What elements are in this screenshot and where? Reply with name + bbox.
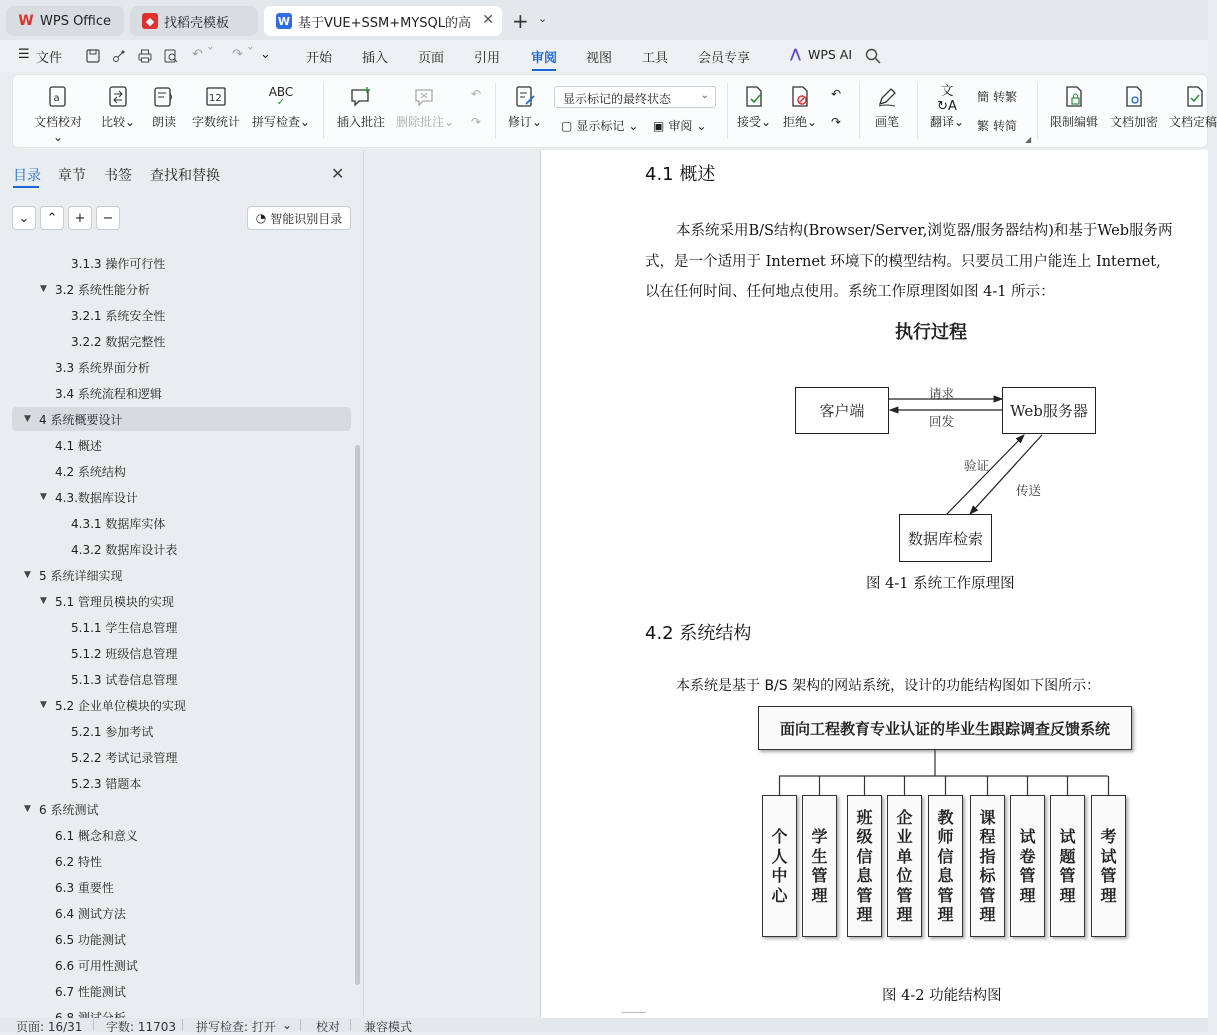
paragraph-line: 本系统采用B/S结构(Browser/Server,浏览器/服务器结构)和基于Web服务两 (676, 223, 1173, 239)
expand-arrow-icon[interactable]: ▼ (24, 414, 31, 424)
proofread-label: 文档校对 (33, 115, 82, 129)
paragraph-line: 式，是一个适用于 Internet 环境下的模型结构。只要员工用户能连上 Internet, (645, 254, 1161, 270)
module-char: 生 (811, 846, 828, 866)
chevron-up-icon: ⌃ (46, 210, 58, 226)
module-char: 息 (937, 866, 954, 885)
module-char: 人 (771, 846, 788, 866)
toc-item[interactable] (12, 745, 351, 769)
module-char: 程 (979, 827, 996, 846)
tab-wps-office[interactable] (6, 6, 124, 36)
ribbon-divider (917, 83, 918, 139)
proof-status[interactable]: 校对 (316, 1020, 341, 1034)
dropdown-arrow-icon: ⌄ (52, 130, 64, 144)
insert-comment-button[interactable] (335, 85, 387, 130)
toc-item-label: 3.3 系统界面分析 (55, 360, 150, 375)
word-doc-icon: W (277, 14, 291, 28)
encrypt-label: 文档加密 (1109, 115, 1158, 129)
spell-check-button[interactable] (251, 85, 311, 130)
module-char: 级 (856, 827, 873, 846)
spell-check-label: 拼写检查 (251, 115, 300, 129)
lock-document-icon (1062, 85, 1086, 109)
active-menu-indicator (532, 69, 556, 71)
toc-item-label: 6.5 功能测试 (55, 932, 126, 947)
module-char: 管 (1019, 866, 1036, 885)
smart-icon: ◔ (255, 211, 267, 225)
dropdown-arrow-icon: ⌄ (628, 118, 639, 133)
ribbon-divider (727, 83, 728, 139)
menu-membership[interactable]: 会员专享 (698, 51, 751, 66)
new-tab-icon[interactable]: + (512, 9, 529, 33)
page-corner-mark (622, 1012, 646, 1013)
tab-document[interactable] (264, 6, 502, 36)
toc-item[interactable] (12, 615, 351, 639)
compare-button[interactable] (99, 85, 137, 130)
active-nav-tab-indicator (13, 186, 39, 188)
ribbon-expand-icon[interactable]: ◢ (1025, 135, 1032, 144)
toc-item-label: 3.2.2 数据完整性 (71, 334, 166, 349)
toc-item[interactable] (12, 355, 351, 379)
module-char: 师 (937, 827, 954, 846)
svg-text:12: 12 (209, 93, 222, 104)
word-count-button[interactable] (191, 85, 241, 130)
page-indicator[interactable]: 页面: 16/31 (16, 1020, 83, 1034)
insert-comment-label: 插入批注 (336, 115, 385, 129)
toc-item-label: 5.2.1 参加考试 (71, 724, 154, 739)
module-char: 试 (1019, 827, 1036, 846)
toc-item-label: 3.1.3 操作可行性 (71, 256, 166, 271)
markup-state-value: 显示标记的最终状态 (563, 92, 672, 106)
status-divider (93, 1019, 94, 1031)
dropdown-arrow-icon: ⌄ (953, 115, 965, 129)
module-char: 理 (1019, 885, 1036, 905)
hamburger-icon[interactable]: ☰ (18, 47, 30, 62)
dropdown-arrow-icon: ⌄ (443, 115, 455, 129)
module-char: 信 (937, 846, 954, 866)
toc-item-label: 6.2 特性 (55, 854, 102, 869)
toc-item[interactable] (12, 927, 351, 951)
reply-label: 回发 (929, 414, 955, 429)
wps-logo-icon: W (18, 13, 34, 29)
toc-item-label: 4.2 系统结构 (55, 464, 126, 479)
tab-label: 基于VUE+SSM+MYSQL的高 (298, 15, 472, 31)
toc-item-label: 5.1.2 班级信息管理 (71, 646, 178, 661)
module-char: 企 (896, 807, 913, 827)
word-count-label: 字数统计 (191, 115, 240, 129)
module-char: 单 (896, 846, 913, 866)
module-char: 学 (811, 827, 828, 846)
delete-comment-label: 删除批注 (395, 115, 444, 129)
figure-caption: 图 4-2 功能结构图 (882, 988, 1002, 1004)
accept-icon (742, 85, 766, 109)
module-box (1091, 795, 1126, 937)
to-traditional-button[interactable] (977, 88, 1017, 105)
heading-4-2: 4.2 系统结构 (645, 623, 752, 644)
traditional-icon: 簡 (977, 90, 990, 104)
module-char: 管 (937, 885, 954, 905)
close-tab-icon[interactable]: ✕ (482, 12, 494, 28)
read-aloud-button[interactable] (149, 85, 179, 130)
module-char: 理 (1100, 885, 1117, 905)
request-label: 请求 (929, 386, 955, 401)
module-char: 信 (856, 846, 873, 866)
remove-heading-button[interactable] (96, 206, 120, 230)
previous-change-icon[interactable]: ↶ (830, 87, 842, 101)
finalize-button[interactable] (1169, 85, 1217, 130)
toc-item-label: 5 系统详细实现 (39, 568, 123, 583)
paragraph-line: 本系统是基于 B/S 架构的网站系统，设计的功能结构图如下图所示： (676, 678, 1101, 694)
toc-item[interactable] (12, 277, 351, 301)
toc-item[interactable] (12, 511, 351, 535)
to-traditional-label: 转繁 (993, 90, 1018, 104)
reject-icon (788, 85, 812, 109)
expand-arrow-icon[interactable]: ▼ (40, 284, 47, 294)
to-simplified-button[interactable] (977, 117, 1017, 134)
module-char: 管 (856, 885, 873, 905)
toc-item[interactable] (12, 771, 351, 795)
show-markup-icon: ▢ (561, 118, 573, 133)
revise-button[interactable] (507, 85, 543, 130)
spell-check-icon (269, 85, 293, 109)
toc-item-label: 5.1 管理员模块的实现 (55, 594, 174, 609)
redo-icon[interactable]: ↷ ˇ (232, 47, 254, 62)
module-char: 教 (937, 807, 954, 827)
toc-item-label: 3.4 系统流程和逻辑 (55, 386, 162, 401)
menu-bar (0, 40, 1208, 72)
toc-item-label: 5.2 企业单位模块的实现 (55, 698, 186, 713)
module-char: 管 (1059, 866, 1076, 885)
revise-icon (513, 85, 537, 109)
module-box (847, 795, 882, 937)
review-pane-icon: ▣ (653, 118, 665, 133)
ribbon-divider (323, 83, 324, 139)
search-icon[interactable] (864, 47, 882, 65)
tab-docer[interactable] (130, 6, 258, 36)
restrict-edit-label: 限制编辑 (1049, 115, 1098, 129)
ink-label: 画笔 (874, 115, 899, 129)
menu-home[interactable]: 开始 (306, 51, 333, 66)
print-icon[interactable] (136, 47, 154, 65)
module-char: 试 (1100, 846, 1117, 866)
finalize-label: 文档定稿 (1169, 115, 1217, 129)
structure-connectors (750, 750, 1140, 796)
proofread-button[interactable] (29, 85, 87, 144)
system-root-box: 面向工程教育专业认证的毕业生跟踪调查反馈系统 (758, 706, 1132, 750)
tab-label: 找稻壳模板 (164, 15, 230, 31)
module-char: 管 (1100, 866, 1117, 885)
toc-item[interactable] (12, 719, 351, 743)
module-char: 位 (896, 866, 913, 885)
docer-icon: ◆ (142, 13, 158, 29)
module-char: 息 (856, 866, 873, 885)
toc-item-label: 6.3 重要性 (55, 880, 114, 895)
status-divider (182, 1019, 183, 1031)
nav-tab-find-replace[interactable]: 查找和替换 (150, 168, 220, 184)
toc-item[interactable] (12, 251, 351, 275)
document-gutter (364, 150, 540, 1018)
delete-comment-button[interactable] (395, 85, 455, 130)
word-count-status[interactable]: 字数: 11703 (106, 1020, 177, 1034)
figure-caption: 图 4-1 系统工作原理图 (866, 576, 1015, 592)
minus-icon: − (102, 210, 114, 226)
module-char: 个 (771, 827, 788, 846)
toc-item-label: 5.1.1 学生信息管理 (71, 620, 178, 635)
toc-item-label: 4 系统概要设计 (39, 412, 123, 427)
nav-tab-bookmarks[interactable]: 书签 (104, 168, 132, 184)
module-box (928, 795, 963, 937)
expand-up-button[interactable] (40, 206, 64, 230)
toc-scrollbar[interactable] (355, 445, 360, 985)
menu-tools[interactable]: 工具 (642, 51, 669, 66)
toc-item[interactable] (12, 667, 351, 691)
expand-arrow-icon[interactable]: ▼ (24, 570, 31, 580)
toc-item[interactable] (12, 381, 351, 405)
toc-item[interactable] (12, 563, 351, 587)
toc-item[interactable] (12, 875, 351, 899)
reject-label: 拒绝 (782, 115, 807, 129)
expand-arrow-icon[interactable]: ▼ (24, 804, 31, 814)
chevron-down-icon[interactable]: ⌄ (538, 12, 548, 25)
transfer-label: 传送 (1016, 483, 1042, 498)
module-char: 试 (1059, 827, 1076, 846)
module-char: 班 (856, 807, 873, 827)
toc-item-label: 5.2.2 考试记录管理 (71, 750, 178, 765)
toc-item[interactable] (12, 407, 351, 431)
status-bar (0, 1018, 1208, 1032)
module-box (1010, 795, 1045, 937)
add-heading-button[interactable] (68, 206, 92, 230)
toc-item[interactable] (12, 485, 351, 509)
toc-item[interactable] (12, 641, 351, 665)
menu-file[interactable]: 文件 (36, 51, 63, 66)
menu-page[interactable]: 页面 (418, 51, 445, 66)
delete-comment-icon (413, 85, 437, 109)
toc-item[interactable] (12, 303, 351, 327)
toc-item-label: 5.2.3 错题本 (71, 776, 142, 791)
heading-4-1: 4.1 概述 (645, 164, 716, 185)
dropdown-arrow-icon: ⌄ (696, 118, 707, 133)
figure-title: 执行过程 (895, 322, 967, 343)
dropdown-arrow-icon: ⌄ (760, 115, 772, 129)
smart-toc-button[interactable] (247, 206, 351, 230)
read-aloud-icon (152, 85, 176, 109)
toc-item[interactable] (12, 979, 351, 1003)
module-box (802, 795, 837, 937)
encrypt-button[interactable] (1109, 85, 1159, 130)
read-aloud-label: 朗读 (151, 115, 176, 129)
toc-item[interactable] (12, 849, 351, 873)
status-divider (350, 1019, 351, 1031)
expand-arrow-icon[interactable]: ▼ (40, 492, 47, 502)
toc-item-label: 3.2 系统性能分析 (55, 282, 150, 297)
ribbon-divider (495, 83, 496, 139)
compat-mode-status: 兼容模式 (364, 1020, 413, 1034)
web-server-box: Web服务器 (1002, 387, 1096, 434)
module-char: 题 (1059, 846, 1076, 866)
toc-item[interactable] (12, 797, 351, 821)
toc-item[interactable] (12, 953, 351, 977)
toc-item-label: 6 系统测试 (39, 802, 99, 817)
print-preview-icon[interactable] (162, 47, 180, 65)
ribbon-divider (859, 83, 860, 139)
toc-item[interactable] (12, 433, 351, 457)
module-char: 心 (771, 885, 788, 905)
menu-wps-ai[interactable]: WPS AI (808, 47, 853, 62)
close-panel-icon[interactable]: ✕ (331, 164, 345, 183)
toc-item[interactable] (12, 459, 351, 483)
module-char: 理 (979, 905, 996, 924)
spell-check-status[interactable]: 拼写检查: 打开 (196, 1020, 276, 1034)
translate-label: 翻译 (929, 115, 954, 129)
module-char: 管 (811, 866, 828, 885)
share-icon[interactable] (110, 47, 128, 65)
translate-icon: 文↻A (937, 84, 957, 114)
smart-toc-label: 智能识别目录 (270, 211, 343, 226)
next-comment-icon[interactable]: ↷ (470, 115, 482, 129)
review-pane-label: 审阅 (668, 119, 693, 133)
expand-arrow-icon[interactable]: ▼ (40, 700, 47, 710)
toc-item-label: 4.3.2 数据库设计表 (71, 542, 178, 557)
word-count-icon (204, 85, 228, 109)
spell-icon-text: ABC (268, 85, 294, 99)
markup-state-select[interactable] (554, 86, 716, 108)
wps-ai-icon: ⋀ (790, 47, 801, 62)
pen-icon (875, 85, 899, 109)
toc-item-label: 3.2.1 系统安全性 (71, 308, 166, 323)
toc-item-label: 4.1 概述 (55, 438, 102, 453)
reject-button[interactable] (781, 85, 819, 130)
nav-tab-chapters[interactable]: 章节 (58, 168, 86, 184)
accept-button[interactable] (735, 85, 773, 130)
module-box (1050, 795, 1085, 937)
module-char: 理 (811, 885, 828, 905)
toc-item[interactable] (12, 901, 351, 925)
toc-item-label: 4.3.1 数据库实体 (71, 516, 166, 531)
chevron-down-icon: ⌄ (700, 90, 709, 101)
next-change-icon[interactable]: ↷ (830, 115, 842, 129)
verify-arrow (945, 435, 1024, 516)
module-box (970, 795, 1005, 937)
module-char: 课 (979, 807, 996, 827)
module-char: 理 (856, 905, 873, 924)
revise-label: 修订 (507, 115, 532, 129)
menu-review[interactable]: 审阅 (531, 51, 558, 66)
status-divider (300, 1019, 301, 1031)
restrict-edit-button[interactable] (1049, 85, 1099, 130)
proofread-icon (46, 85, 70, 109)
module-char: 理 (896, 905, 913, 924)
dropdown-arrow-icon: ⌄ (806, 115, 818, 129)
more-chevron-icon[interactable]: ⌄ (260, 47, 271, 62)
module-char: 卷 (1019, 846, 1036, 866)
toc-item[interactable] (12, 329, 351, 353)
tab-label: WPS Office (40, 13, 112, 29)
collapse-all-button[interactable] (12, 206, 36, 230)
toc-item-label: 6.6 可用性测试 (55, 958, 138, 973)
show-markup-button[interactable] (561, 117, 638, 134)
svg-text:a: a (53, 93, 60, 104)
review-ribbon (12, 74, 1217, 148)
module-char: 考 (1100, 827, 1117, 846)
toc-item[interactable] (12, 537, 351, 561)
review-pane-button[interactable] (653, 117, 706, 134)
accept-label: 接受 (736, 115, 761, 129)
nav-tab-toc[interactable]: 目录 (13, 168, 41, 184)
toc-item-label: 6.4 测试方法 (55, 906, 126, 921)
toc-item[interactable] (12, 823, 351, 847)
menu-insert[interactable]: 插入 (362, 51, 389, 66)
show-markup-label: 显示标记 (576, 119, 625, 133)
previous-comment-icon[interactable]: ↶ (470, 87, 482, 101)
module-char: 管 (979, 885, 996, 905)
module-char: 标 (979, 866, 996, 885)
transfer-arrow (970, 435, 1042, 514)
simplified-icon: 繁 (977, 119, 990, 133)
translate-button[interactable] (927, 85, 967, 130)
toc-item-label: 6.7 性能测试 (55, 984, 126, 999)
ribbon-divider (1037, 83, 1038, 139)
toc-item-label: 5.1.3 试卷信息管理 (71, 672, 178, 687)
compare-icon (106, 85, 130, 109)
module-box (887, 795, 922, 937)
toc-item-label: 4.3.数据库设计 (55, 490, 138, 505)
client-box: 客户端 (795, 387, 889, 434)
module-box (762, 795, 797, 937)
expand-arrow-icon[interactable]: ▼ (40, 596, 47, 606)
module-char: 指 (979, 846, 996, 866)
toc-item-label: 6.1 概念和意义 (55, 828, 138, 843)
dropdown-arrow-icon: ⌄ (531, 115, 543, 129)
save-icon[interactable] (84, 47, 102, 65)
menu-view[interactable]: 视图 (586, 51, 613, 66)
module-char: 管 (896, 885, 913, 905)
verify-label: 验证 (964, 458, 990, 473)
menu-reference[interactable]: 引用 (474, 51, 501, 66)
paragraph-line: 以在任何时间、任何地点使用。系统工作原理图如图 4-1 所示： (645, 284, 1055, 300)
module-char: 中 (771, 866, 788, 885)
undo-icon[interactable]: ↶ ˇ (192, 47, 214, 62)
encrypt-icon (1122, 85, 1146, 109)
spell-check-mark: ✓ (276, 97, 286, 108)
to-simplified-label: 转简 (993, 119, 1018, 133)
chevron-down-icon[interactable]: ⌄ (282, 1018, 293, 1032)
dropdown-arrow-icon: ⌄ (299, 115, 311, 129)
finalize-icon (1183, 85, 1207, 109)
toc-item[interactable] (12, 589, 351, 613)
chevron-down-icon: ⌄ (18, 210, 30, 226)
dropdown-arrow-icon: ⌄ (124, 115, 136, 129)
module-char: 理 (1059, 885, 1076, 905)
database-box: 数据库检索 (899, 514, 992, 562)
toc-item[interactable] (12, 693, 351, 717)
compare-label: 比较 (100, 115, 125, 129)
insert-comment-icon (349, 85, 373, 109)
tab-bar (0, 0, 1208, 40)
ink-button[interactable] (871, 85, 903, 130)
module-char: 理 (937, 905, 954, 924)
module-char: 业 (896, 827, 913, 846)
plus-icon: + (74, 210, 86, 226)
